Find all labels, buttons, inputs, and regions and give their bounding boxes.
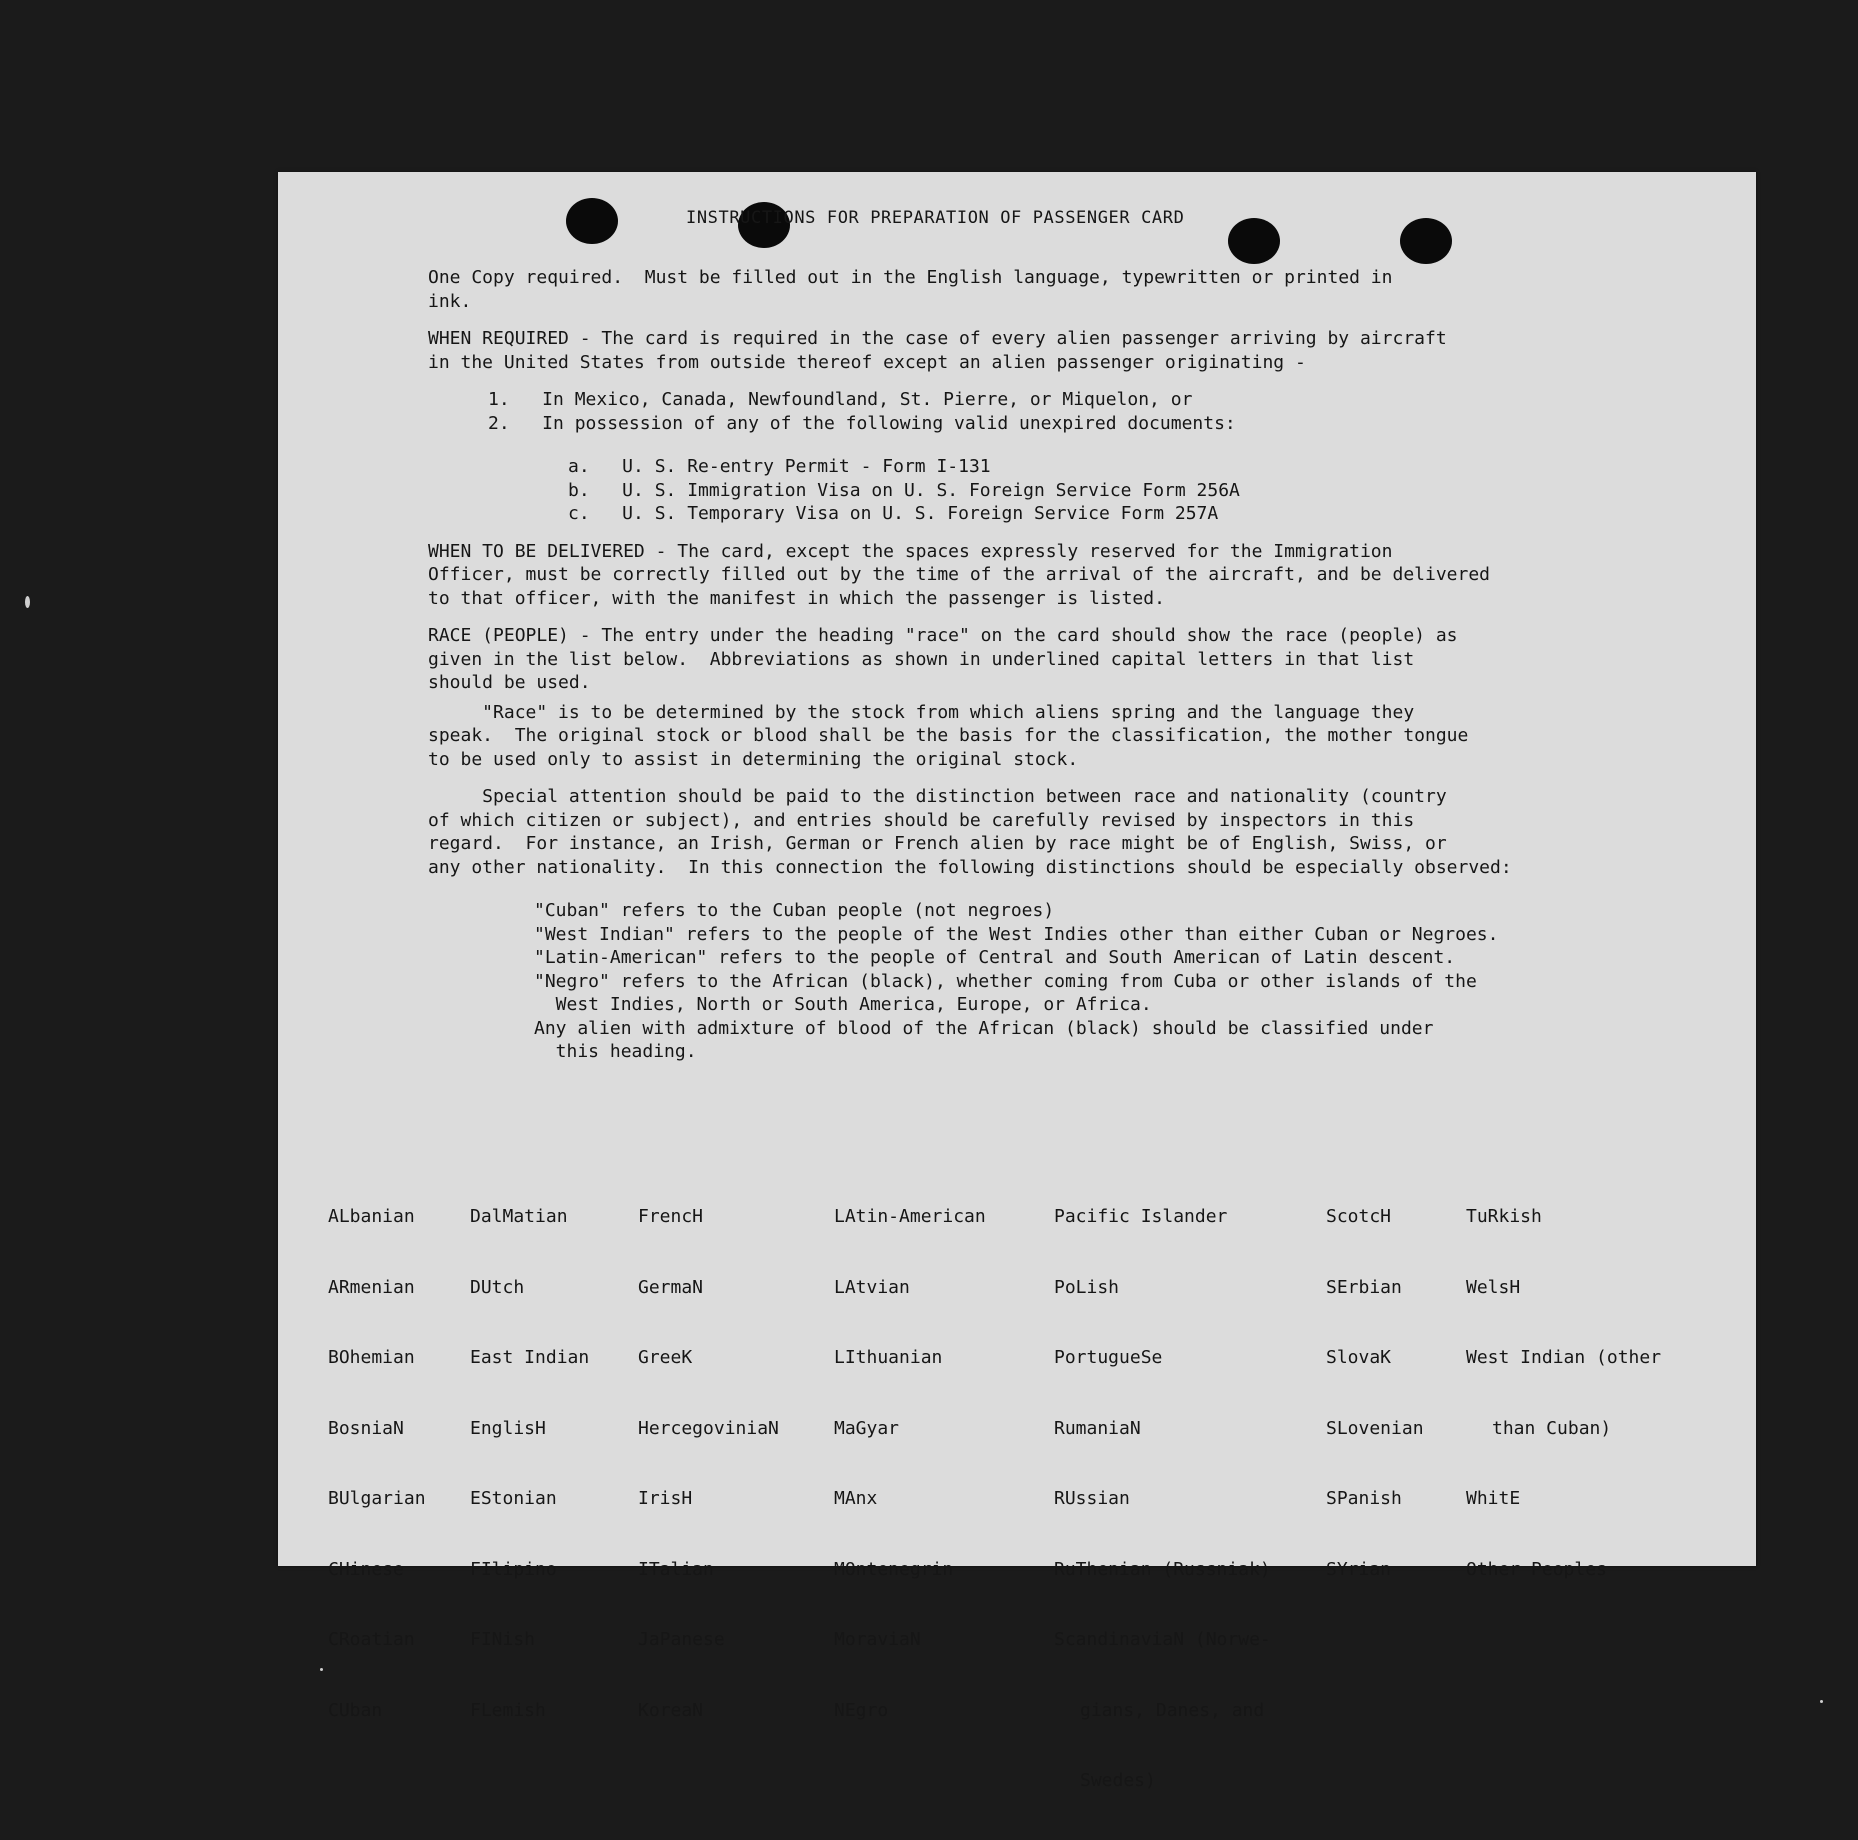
race-entry: CHinese	[328, 1558, 404, 1580]
race-entry: GreeK	[638, 1347, 693, 1368]
race-entry: KoreaN	[638, 1699, 704, 1721]
race-entry: MaGyar	[834, 1417, 900, 1439]
text-line: should be used.	[428, 672, 591, 693]
text-line: RACE (PEOPLE) - The entry under the heading "race" on the card should show the race (people) as	[428, 625, 1458, 646]
race-entry: ARmenian	[328, 1276, 415, 1298]
scan-speck	[320, 1668, 323, 1671]
race-entry: EStonian	[470, 1488, 557, 1509]
race-entry: DalMatian	[470, 1206, 568, 1227]
text-line: regard. For instance, an Irish, German or French alien by race might be of English, Swiss, or	[428, 833, 1447, 854]
list-item: 2. In possession of any of the following valid unexpired documents:	[488, 412, 1236, 434]
race-column	[638, 1158, 779, 1769]
list-item: 1. In Mexico, Canada, Newfoundland, St. Pierre, or Miquelon, or	[488, 389, 1193, 410]
text-line: WHEN REQUIRED - The card is required in the case of every alien passenger arriving by aircraft	[428, 328, 1447, 349]
punch-hole	[566, 198, 618, 244]
race-entry: CUban	[328, 1699, 383, 1721]
race-entry: BUlgarian	[328, 1488, 426, 1509]
race-entry: JaPanese	[638, 1629, 725, 1650]
race-column	[1054, 1158, 1271, 1840]
race-entry: LIthuanian	[834, 1347, 943, 1368]
race-entry: WelsH	[1466, 1276, 1521, 1298]
text-line: One Copy required. Must be filled out in the English language, typewritten or printed in	[428, 267, 1393, 288]
race-entry: WhitE	[1466, 1488, 1521, 1509]
distinction-line: "West Indian" refers to the people of the West Indies other than either Cuban or Negroes.	[534, 923, 1499, 945]
race-entry: than Cuban)	[1492, 1417, 1612, 1439]
race-column	[328, 1158, 426, 1769]
race-entry: PoLish	[1054, 1276, 1120, 1298]
race-entry: West Indian (other	[1466, 1347, 1662, 1368]
race-entry: BOhemian	[328, 1347, 415, 1368]
race-entry: NEgro	[834, 1699, 889, 1721]
race-entry: gians, Danes, and	[1080, 1699, 1265, 1721]
list-item: c. U. S. Temporary Visa on U. S. Foreign Service Form 257A	[568, 503, 1219, 524]
race-entry: SPanish	[1326, 1488, 1402, 1509]
text-line: speak. The original stock or blood shall be the basis for the classification, the mother tongue	[428, 725, 1469, 746]
race-entry: East Indian	[470, 1347, 590, 1368]
text-line: ink.	[428, 290, 472, 312]
race-entry: PortugueSe	[1054, 1347, 1163, 1368]
race-entry: TuRkish	[1466, 1206, 1542, 1227]
race-column	[834, 1158, 986, 1769]
race-entry: MOntenegrin	[834, 1558, 954, 1580]
race-entry: ITalian	[638, 1558, 714, 1580]
page-title: INSTRUCTIONS FOR PREPARATION OF PASSENGER CARD	[686, 208, 1185, 228]
race-entry: Other Peoples	[1466, 1558, 1607, 1580]
list-item: b. U. S. Immigration Visa on U. S. Foreign Service Form 256A	[568, 479, 1240, 501]
race-entry: MoraviaN	[834, 1629, 921, 1650]
punch-hole	[1400, 218, 1452, 264]
race-entry: FINish	[470, 1629, 536, 1650]
race-entry: ScotcH	[1326, 1206, 1392, 1227]
race-entry: MAnx	[834, 1488, 878, 1509]
text-line: of which citizen or subject), and entries should be carefully revised by inspectors in this	[428, 809, 1415, 831]
text-line: WHEN TO BE DELIVERED - The card, except the spaces expressly reserved for the Immigration	[428, 540, 1393, 562]
scan-speck	[1820, 1700, 1823, 1703]
race-entry: SErbian	[1326, 1276, 1402, 1298]
race-entry: FLemish	[470, 1699, 546, 1721]
race-entry: Swedes)	[1080, 1770, 1156, 1791]
text-line: Officer, must be correctly filled out by the time of the arrival of the aircraft, and be delivered	[428, 564, 1491, 585]
race-entry: ALbanian	[328, 1206, 415, 1227]
document-page	[278, 172, 1756, 1791]
list-item: a. U. S. Re-entry Permit - Form I-131	[568, 456, 991, 477]
race-entry: RumaniaN	[1054, 1417, 1141, 1439]
race-entry: Pacific Islander	[1054, 1206, 1228, 1227]
distinction-line: "Latin-American" refers to the people of Central and South American of Latin descent.	[534, 947, 1456, 968]
race-entry: GermaN	[638, 1276, 704, 1298]
punch-hole	[1228, 218, 1280, 264]
race-entry: FrencH	[638, 1206, 704, 1227]
distinction-line: "Negro" refers to the African (black), whether coming from Cuba or other islands of the	[534, 970, 1477, 992]
race-entry: LAtin-American	[834, 1206, 986, 1227]
race-column	[1326, 1158, 1424, 1628]
text-line: "Race" is to be determined by the stock from which aliens spring and the language they	[428, 701, 1415, 723]
distinction-line: West Indies, North or South America, Europe, or Africa.	[534, 994, 1152, 1015]
text-line: Special attention should be paid to the distinction between race and nationality (country	[428, 786, 1447, 807]
race-column	[1466, 1158, 1661, 1628]
text-line: to that officer, with the manifest in which the passenger is listed.	[428, 587, 1165, 609]
instructions-body	[428, 266, 1728, 1064]
race-entry: SLovenian	[1326, 1417, 1424, 1439]
race-entry: FIlipino	[470, 1558, 557, 1580]
race-entry: IrisH	[638, 1488, 693, 1509]
race-entry: RuThenian (Russniak)	[1054, 1558, 1271, 1580]
distinction-line: "Cuban" refers to the Cuban people (not negroes)	[534, 900, 1055, 921]
text-line: in the United States from outside thereof except an alien passenger originating -	[428, 351, 1306, 373]
race-column	[470, 1158, 589, 1769]
distinction-line: this heading.	[534, 1041, 697, 1062]
distinction-line: Any alien with admixture of blood of the African (black) should be classified under	[534, 1017, 1434, 1039]
race-entry: ScandinaviaN (Norwe-	[1054, 1629, 1271, 1650]
race-entry: SlovaK	[1326, 1347, 1392, 1368]
race-entry: CRoatian	[328, 1629, 415, 1650]
text-line: to be used only to assist in determining the original stock.	[428, 748, 1079, 770]
text-line: given in the list below. Abbreviations as shown in underlined capital letters in that list	[428, 648, 1415, 670]
race-entry: LAtvian	[834, 1276, 910, 1298]
text-line: any other nationality. In this connection the following distinctions should be especially observed:	[428, 856, 1512, 878]
race-entry: SYrian	[1326, 1558, 1392, 1580]
race-entry: RUssian	[1054, 1488, 1130, 1509]
scan-speck	[25, 596, 30, 608]
race-entry: HercegoviniaN	[638, 1417, 779, 1439]
race-entry: BosniaN	[328, 1417, 404, 1439]
race-entry: EnglisH	[470, 1417, 546, 1439]
race-entry: DUtch	[470, 1276, 525, 1298]
